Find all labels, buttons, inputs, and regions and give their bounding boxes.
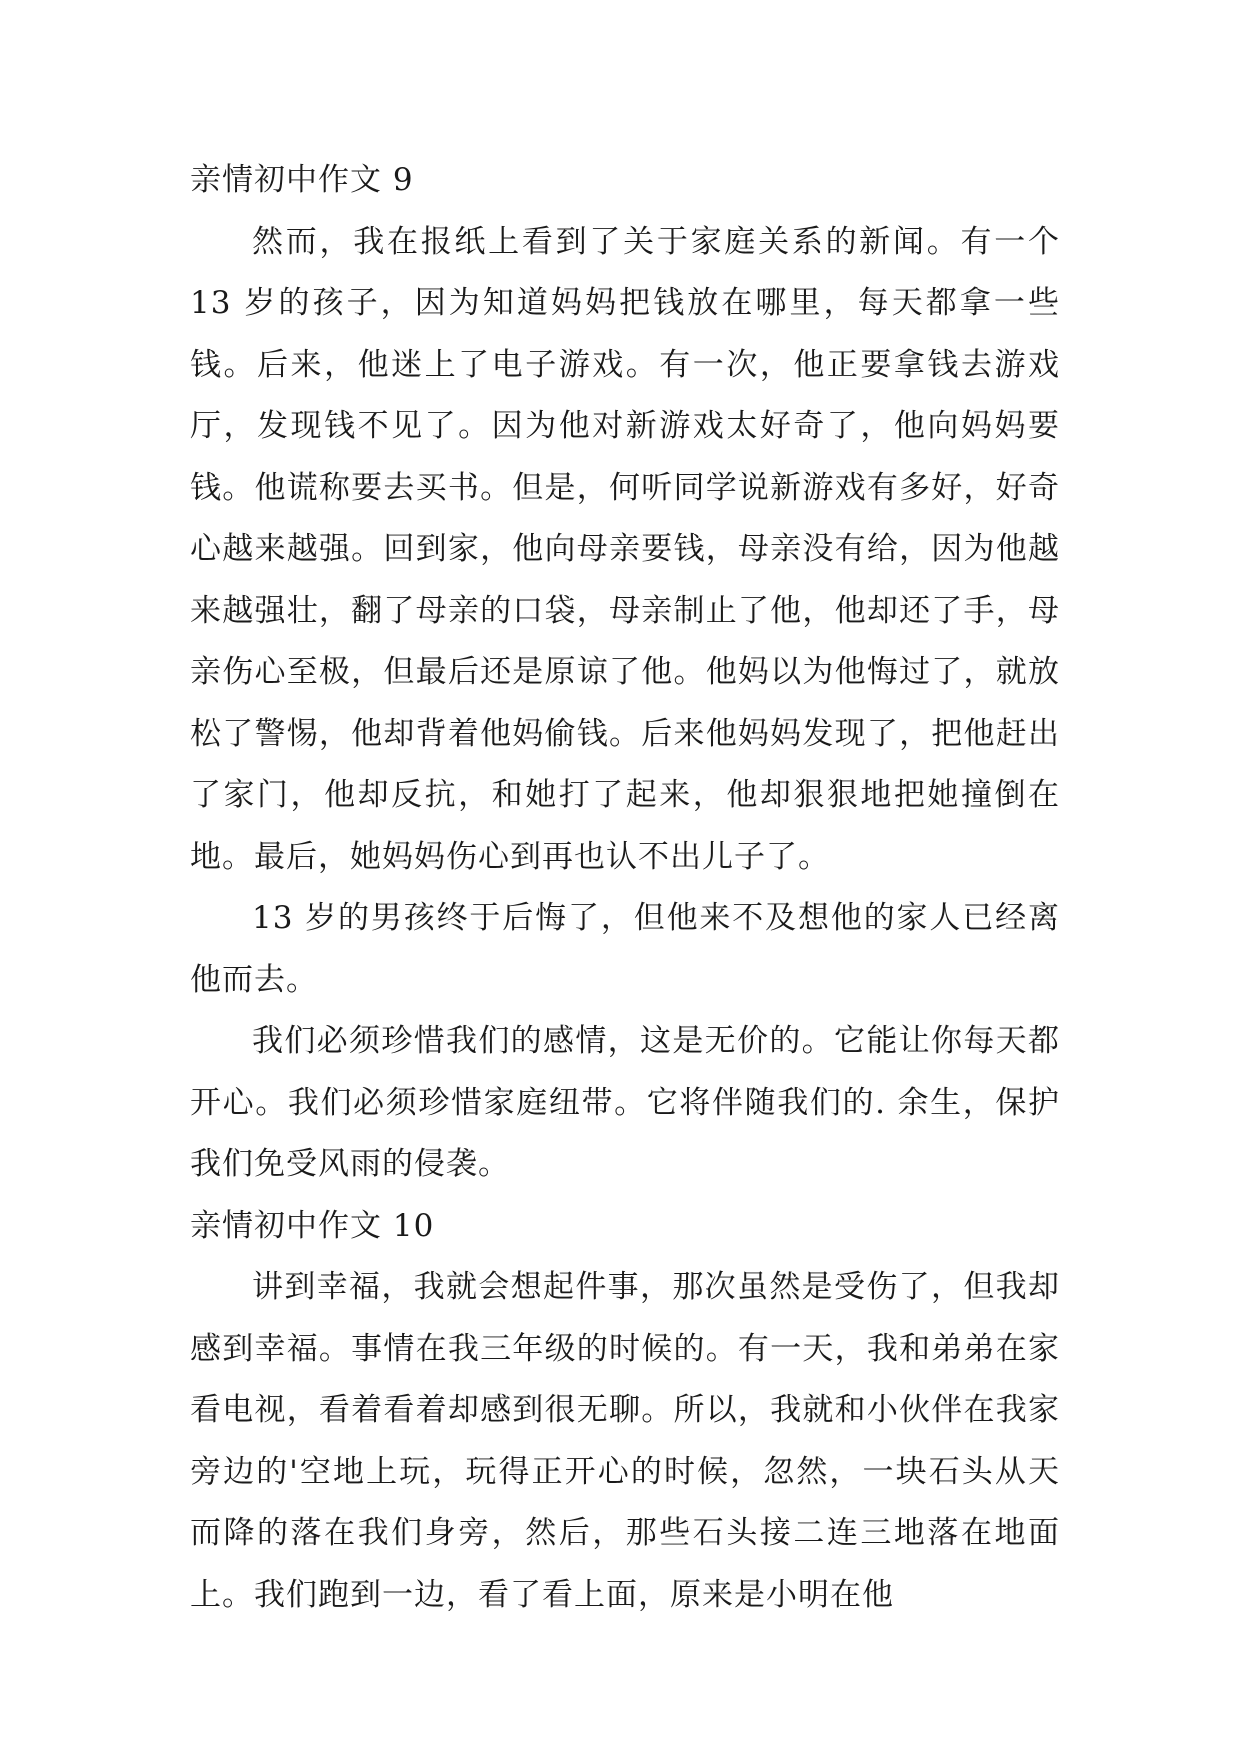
section-10-paragraph-1: 讲到幸福，我就会想起件事，那次虽然是受伤了，但我却感到幸福。事情在我三年级的时候的。有一天，我和弟弟在家看电视，看着看着却感到很无聊。所以，我就和小伙伴在我家旁边的'空地上玩，玩得正开心的时候，忽然，一块石头从天而降的落在我们身旁，然后，那些石头接二连三地落在地面上。我们跑到一边，看了看上面，原来是小明在他: [190, 1269, 1060, 1613]
section-9-paragraph-2: 13 岁的男孩终于后悔了，但他来不及想他的家人已经离他而去。: [190, 900, 1060, 998]
section-9-paragraph-3: 我们必须珍惜我们的感情，这是无价的。它能让你每天都开心。我们必须珍惜家庭纽带。它将伴随我们的. 余生，保护我们免受风雨的侵袭。: [190, 1023, 1060, 1182]
section-heading-10: 亲情初中作文 10: [190, 1207, 435, 1244]
section-heading-9: 亲情初中作文 9: [190, 162, 414, 198]
document-body: [190, 150, 1060, 1626]
section-9-paragraph-1: 然而，我在报纸上看到了关于家庭关系的新闻。有一个 13 岁的孩子，因为知道妈妈把钱放在哪里，每天都拿一些钱。后来，他迷上了电子游戏。有一次，他正要拿钱去游戏厅，发现钱不见了。因为他对新游戏太好奇了，他向妈妈要钱。他谎称要去买书。但是，何听同学说新游戏有多好，好奇心越来越强。回到家，他向母亲要钱，母亲没有给，因为他越来越强壮，翻了母亲的口袋，母亲制止了他，他却还了手，母亲伤心至极，但最后还是原谅了他。他妈以为他悔过了，就放松了警惕，他却背着他妈偷钱。后来他妈妈发现了，把他赶出了家门，他却反抗，和她打了起来，他却狠狠地把她撞倒在地。最后，她妈妈伤心到再也认不出儿子了。: [190, 223, 1060, 875]
